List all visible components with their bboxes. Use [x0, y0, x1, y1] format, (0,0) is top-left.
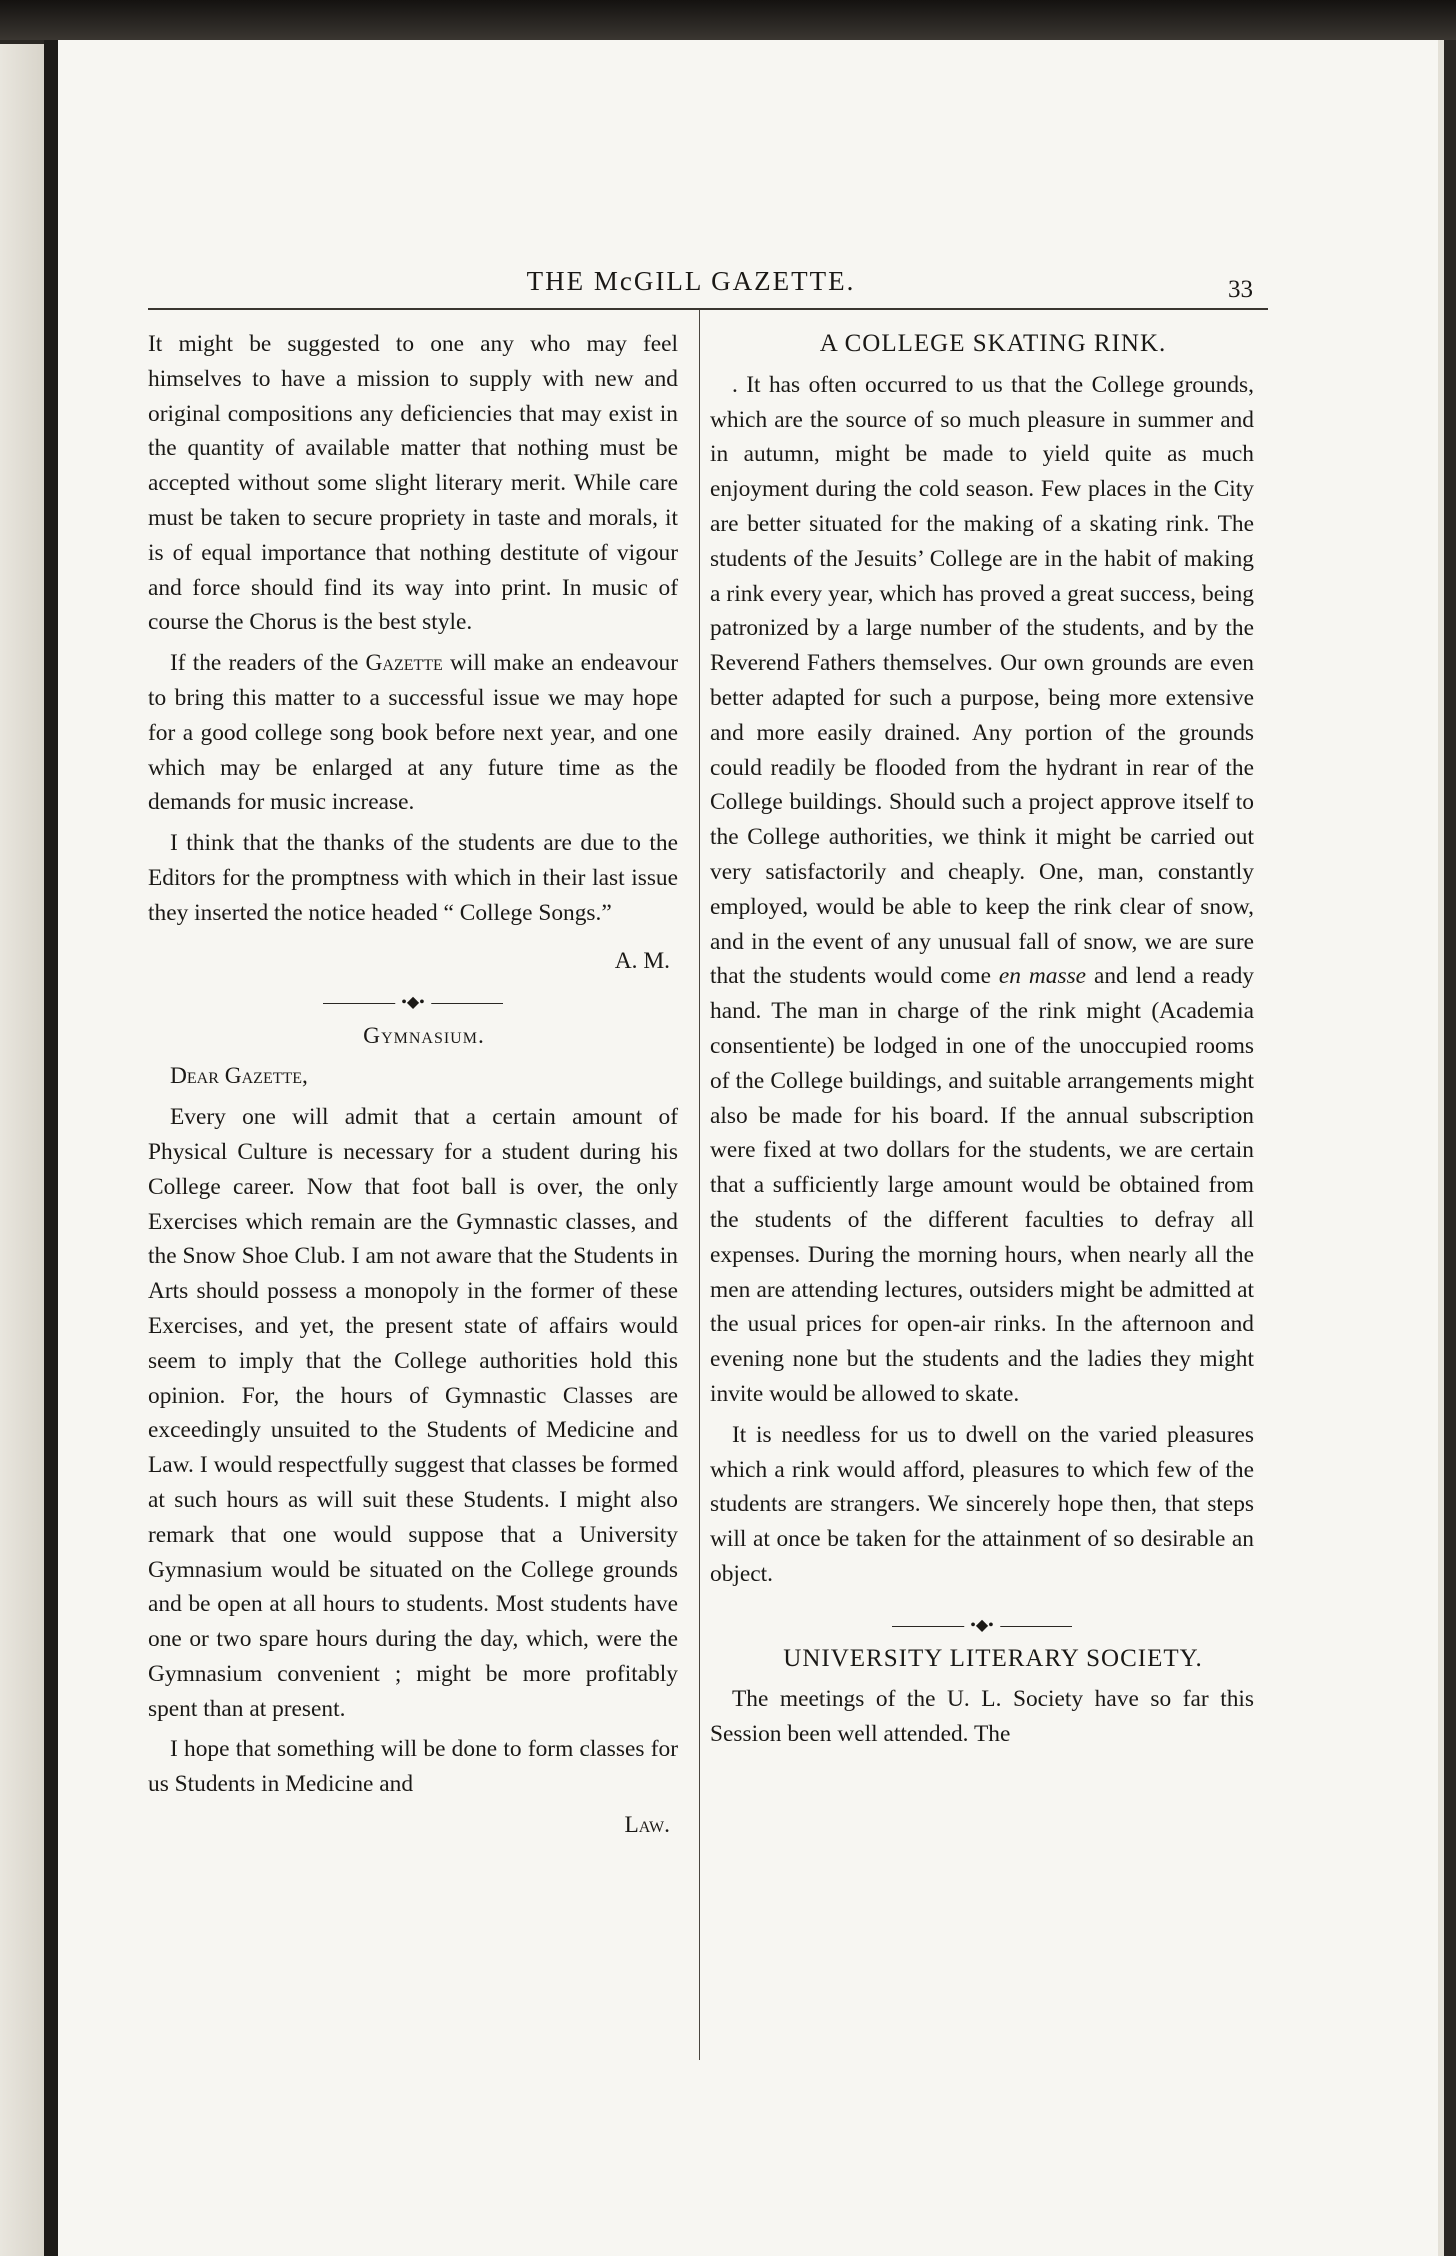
section-ornament-right [710, 1598, 1254, 1642]
literary-society-title: UNIVERSITY LITERARY SOCIETY. [783, 1644, 1203, 1672]
skating-rink-title: A COLLEGE SKATING RINK. [819, 330, 1167, 357]
songs-paragraph-2 [148, 646, 678, 820]
songs-paragraph-1: It might be suggested to one any who may feel himselves to have a mission to supply with new and original compositions any deficiencies that may exist in the quantity of available matter that nothing must be accepted without some slight literary merit. While care must be taken to secure propriety in taste and morals, it is of equal importance that nothing destitute of vigour and force should find its way into print. In music of course the Chorus is the best style. [148, 331, 678, 636]
running-title: THE McGILL GAZETTE. [526, 266, 856, 296]
gymnasium-title: Gymnasium. [363, 1022, 485, 1049]
ornament-glyph: •◆• [395, 993, 431, 1013]
skating-paragraph-1-end: and lend a ready hand. The man in charge of the rink might (Academia consentiente) be lodged in one of the unoccupied rooms of the College buildings, and suitable arrangements might also be made for his board. If the annual subscription were fixed at two dollars for the students, we are certain that a sufficiently large amount would be obtained from the students of the different faculties to defray all expenses. During the morning hours, when nearly all the men are attending lectures, outsiders might be admitted at the usual prices for open-air rinks. In the afternoon and evening none but the students and the ladies they might invite would be allowed to skate. [710, 963, 1254, 1407]
previous-page-edge [0, 44, 44, 2256]
skating-paragraph-2: It is needless for us to dwell on the varied pleasures which a rink would afford, pleasures to which few of the students are strangers. We sincerely hope then, that steps will at once be taken for the attainment of so desirable an object. [710, 1421, 1254, 1587]
gymnasium-salutation: Dear Gazette, [170, 1063, 308, 1090]
ornament-glyph-right: •◆• [964, 1616, 1000, 1636]
songs-paragraph-2-end: will make an endeavour to bring this matter to a successful issue we may hope for a good college song book before next year, and one which may be enlarged at any future time as the demands for music increase. [148, 650, 678, 816]
signature-am: A. M. [614, 947, 670, 974]
gazette-name: Gazette [365, 650, 443, 677]
gymnasium-paragraph-2: I hope that something will be done to form classes for us Students in Medicine and [148, 1736, 678, 1798]
page [58, 40, 1444, 2256]
en-masse-italic: en masse [998, 963, 1087, 990]
page-number: 33 [1228, 276, 1253, 303]
column-divider [699, 310, 700, 2060]
page-right-edge [1438, 40, 1444, 2256]
header-rule [148, 308, 1268, 310]
binding-gutter [44, 40, 58, 2256]
skating-paragraph-1 [710, 368, 1254, 1412]
skating-paragraph-1-start: . It has often occurred to us that the College grounds, which are the source of so much pleasure in summer and in autumn, might be made to yield quite as much enjoyment during the cold season. Few places in the City are better situated for the making of a skating rink. The students of the Jesuits’ College are in the habit of making a rink every year, which has proved a great success, being patronized by a large number of the students, and by the Reverend Fathers themselves. Our own grounds are even better adapted for such a purpose, being more extensive and more easily drained. Any portion of the grounds could readily be flooded from the hydrant in rear of the College buildings. Should such a project approve itself to the College authorities, we think it might be carried out very satisfactorily and cheaply. One, man, constantly employed, would be able to keep the rink clear of snow, and in the event of any unusual fall of snow, we are sure that the students would come [710, 371, 1254, 990]
scan-top-edge [0, 0, 1456, 40]
society-paragraph-1: The meetings of the U. L. Society have so far this Session been well attended. The [710, 1686, 1254, 1748]
right-column [710, 327, 1254, 1758]
signature-law: Law. [624, 1812, 670, 1839]
gymnasium-paragraph-1: Every one will admit that a certain amount of Physical Culture is necessary for a student during his College career. Now that foot ball is over, the only Exercises which remain are the Gymnastic classes, and the Snow Shoe Club. I am not aware that the Students in Arts should possess a monopoly in the former of these Exercises, and yet, the present state of affairs would seem to imply that the College authorities hold this opinion. For, the hours of Gymnastic Classes are exceedingly unsuited to the Students of Medicine and Law. I would respectfully suggest that classes be formed at such hours as will suit these Students. I might also remark that one would suppose that a University Gymnasium would be situated on the College grounds and be open at all hours to students. Most students have one or two spare hours during the day, which, were the Gymnasium convenient ; might be more profitably spent than at present. [148, 1104, 678, 1722]
songs-paragraph-3: I think that the thanks of the students are due to the Editors for the promptness with which in their last issue they inserted the notice headed “ College Songs.” [148, 830, 678, 926]
songs-paragraph-2-start: If the readers of the [170, 650, 366, 677]
section-ornament [148, 975, 678, 1019]
left-column [148, 327, 678, 1843]
